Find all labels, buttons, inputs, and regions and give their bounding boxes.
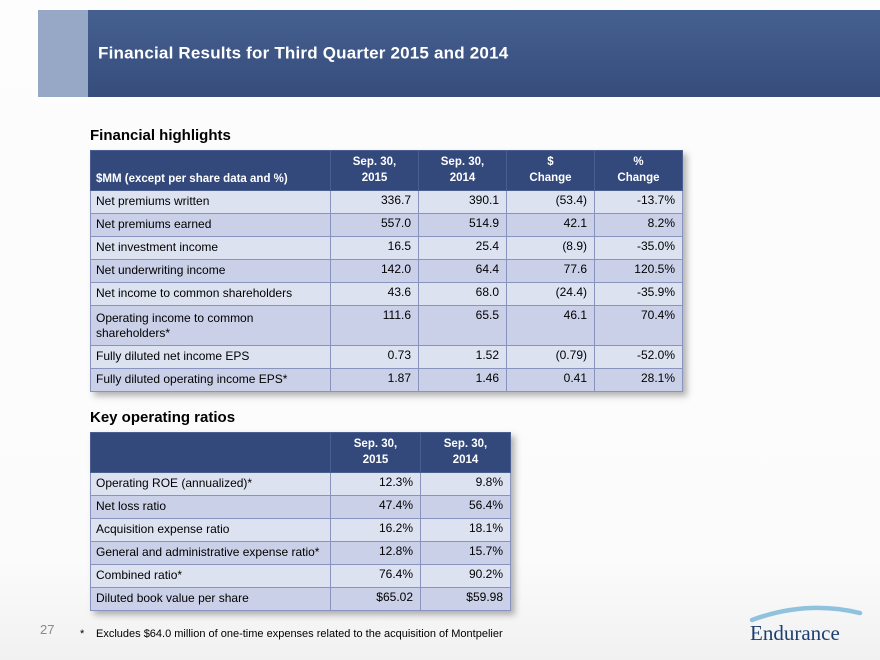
key-operating-ratios-heading: Key operating ratios [90, 409, 236, 426]
title-banner [38, 10, 880, 97]
value-pct-change: -52.0% [595, 346, 683, 369]
row-label: Operating income to common shareholders* [91, 306, 331, 346]
table-row [91, 214, 683, 237]
value-sep-2015: 16.5 [331, 237, 419, 260]
header-row [91, 151, 683, 191]
column-header-line2: 2014 [452, 453, 479, 466]
row-label: Net loss ratio [91, 496, 331, 519]
value-sep-2014: 65.5 [419, 306, 507, 346]
table-row [91, 519, 511, 542]
column-header-sep-2014 [419, 151, 507, 191]
value-sep-2015: 336.7 [331, 191, 419, 214]
value-dollar-change: 0.41 [507, 369, 595, 392]
key-operating-ratios-table [90, 432, 511, 611]
value-dollar-change: (53.4) [507, 191, 595, 214]
value-sep-2014: 18.1% [421, 519, 511, 542]
value-dollar-change: 77.6 [507, 260, 595, 283]
table-row [91, 283, 683, 306]
column-header-line1: Sep. 30, [440, 155, 485, 168]
table-row [91, 191, 683, 214]
column-header-sep-2014 [421, 433, 511, 473]
value-sep-2014: 390.1 [419, 191, 507, 214]
value-sep-2015: 1.87 [331, 369, 419, 392]
column-header-sep-2015 [331, 433, 421, 473]
value-sep-2014: 64.4 [419, 260, 507, 283]
column-header-line1: Sep. 30, [353, 437, 398, 450]
value-sep-2014: 1.46 [419, 369, 507, 392]
value-sep-2014: 15.7% [421, 542, 511, 565]
value-sep-2015: 12.8% [331, 542, 421, 565]
column-header-blank [91, 433, 331, 473]
row-label: Combined ratio* [91, 565, 331, 588]
table-row [91, 588, 511, 611]
value-pct-change: 28.1% [595, 369, 683, 392]
banner-accent-square [38, 10, 88, 97]
value-sep-2015: 557.0 [331, 214, 419, 237]
column-header-line2: Change [529, 171, 572, 184]
value-pct-change: -35.0% [595, 237, 683, 260]
column-header-sep-2015 [331, 151, 419, 191]
column-header-mm: $MM (except per share data and %) [91, 151, 331, 191]
page-number: 27 [40, 622, 55, 637]
endurance-logo [748, 604, 864, 646]
column-header-pct-change [595, 151, 683, 191]
value-sep-2015: $65.02 [331, 588, 421, 611]
row-label: Acquisition expense ratio [91, 519, 331, 542]
value-dollar-change: (8.9) [507, 237, 595, 260]
value-pct-change: -13.7% [595, 191, 683, 214]
logo-swoosh-icon [748, 604, 864, 646]
slide-title: Financial Results for Third Quarter 2015 and 2014 [98, 43, 509, 63]
value-sep-2015: 43.6 [331, 283, 419, 306]
table-row [91, 565, 511, 588]
logo-text: Endurance [750, 621, 840, 645]
row-label: Net income to common shareholders [91, 283, 331, 306]
column-header-line2: 2014 [449, 171, 476, 184]
value-sep-2015: 16.2% [331, 519, 421, 542]
row-label: Net underwriting income [91, 260, 331, 283]
table-row [91, 473, 511, 496]
column-header-line1: Sep. 30, [443, 437, 488, 450]
column-header-dollar-change [507, 151, 595, 191]
footnote-marker: * [80, 628, 85, 640]
value-sep-2014: $59.98 [421, 588, 511, 611]
table-row [91, 306, 683, 346]
row-label: Fully diluted net income EPS [91, 346, 331, 369]
value-dollar-change: (0.79) [507, 346, 595, 369]
value-sep-2015: 76.4% [331, 565, 421, 588]
footnote [80, 628, 503, 640]
financial-highlights-table [90, 150, 683, 392]
value-sep-2014: 56.4% [421, 496, 511, 519]
column-header-line2: Change [617, 171, 660, 184]
value-sep-2014: 9.8% [421, 473, 511, 496]
table-row [91, 237, 683, 260]
value-pct-change: -35.9% [595, 283, 683, 306]
table-row [91, 346, 683, 369]
value-sep-2014: 68.0 [419, 283, 507, 306]
table-row [91, 260, 683, 283]
column-header-line2: 2015 [361, 171, 388, 184]
value-sep-2015: 12.3% [331, 473, 421, 496]
value-sep-2015: 142.0 [331, 260, 419, 283]
value-pct-change: 8.2% [595, 214, 683, 237]
row-label: Diluted book value per share [91, 588, 331, 611]
value-sep-2014: 25.4 [419, 237, 507, 260]
row-label: Operating ROE (annualized)* [91, 473, 331, 496]
row-label: Net investment income [91, 237, 331, 260]
row-label: Net premiums written [91, 191, 331, 214]
value-sep-2014: 514.9 [419, 214, 507, 237]
value-sep-2015: 47.4% [331, 496, 421, 519]
value-sep-2014: 90.2% [421, 565, 511, 588]
table-row [91, 369, 683, 392]
table-row [91, 496, 511, 519]
value-dollar-change: (24.4) [507, 283, 595, 306]
value-dollar-change: 46.1 [507, 306, 595, 346]
column-header-line1: % [633, 155, 644, 168]
row-label: Net premiums earned [91, 214, 331, 237]
table-row [91, 542, 511, 565]
financial-highlights-heading: Financial highlights [90, 127, 231, 144]
header-row [91, 433, 511, 473]
column-header-line1: Sep. 30, [352, 155, 397, 168]
column-header-line1: $ [547, 155, 554, 168]
value-pct-change: 120.5% [595, 260, 683, 283]
row-label: Fully diluted operating income EPS* [91, 369, 331, 392]
column-header-line2: 2015 [362, 453, 389, 466]
footnote-text: Excludes $64.0 million of one-time expenses related to the acquisition of Montpelier [96, 628, 503, 640]
row-label: General and administrative expense ratio* [91, 542, 331, 565]
value-sep-2014: 1.52 [419, 346, 507, 369]
value-pct-change: 70.4% [595, 306, 683, 346]
value-sep-2015: 111.6 [331, 306, 419, 346]
value-sep-2015: 0.73 [331, 346, 419, 369]
value-dollar-change: 42.1 [507, 214, 595, 237]
